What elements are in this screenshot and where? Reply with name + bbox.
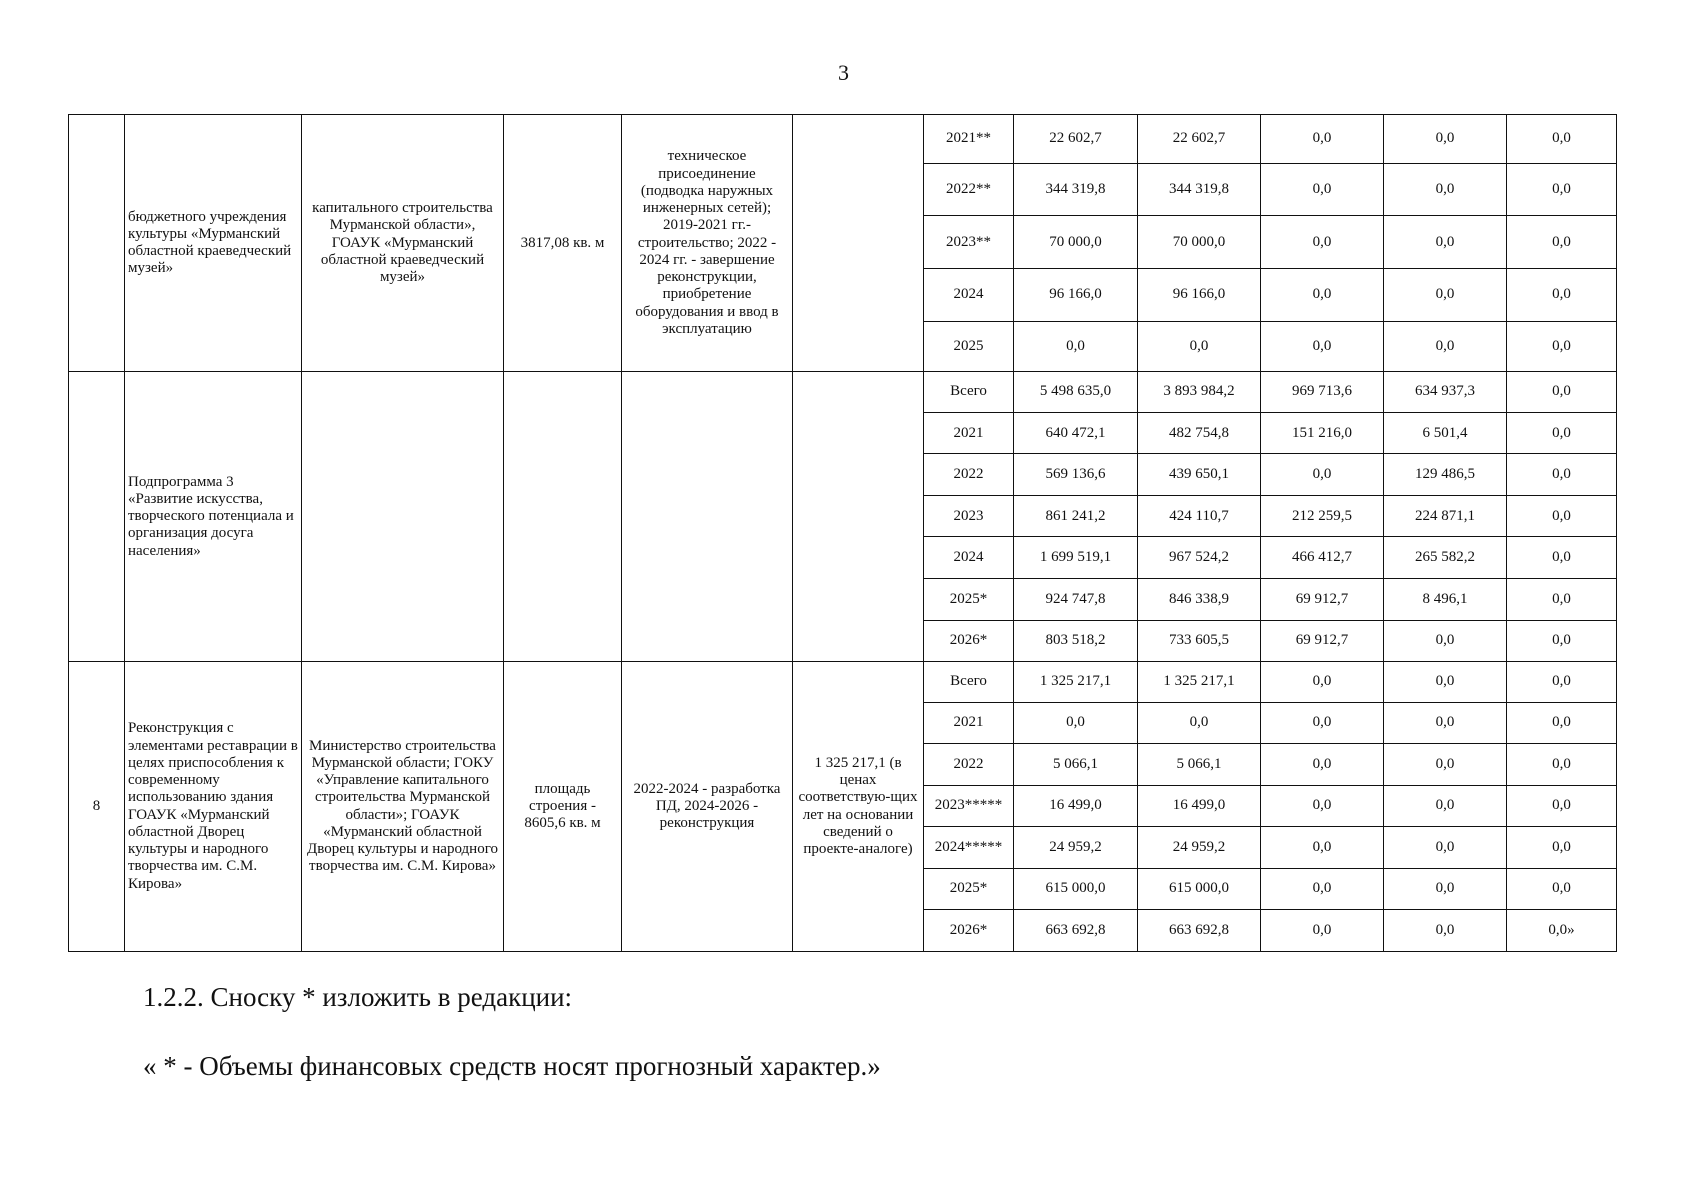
footnote-text: « * - Объемы финансовых средств носят прогнозный характер.» <box>143 1051 881 1081</box>
total-cell: 0,0 <box>1014 702 1138 744</box>
year-cell: 2022 <box>924 454 1014 496</box>
year-cell: 2025 <box>924 321 1014 372</box>
local-budget-cell: 0,0 <box>1384 163 1507 216</box>
other-sources-cell: 0,0 <box>1507 579 1617 621</box>
federal-budget-cell: 0,0 <box>1261 662 1384 703</box>
regional-budget-cell: 16 499,0 <box>1138 785 1261 827</box>
local-budget-cell: 0,0 <box>1384 827 1507 869</box>
other-sources-cell: 0,0 <box>1507 372 1617 413</box>
year-cell: 2022 <box>924 744 1014 786</box>
other-sources-cell: 0,0 <box>1507 662 1617 703</box>
executor-cell <box>302 372 504 662</box>
year-cell: 2025* <box>924 579 1014 621</box>
cost-cell <box>793 115 924 372</box>
object-name-cell: бюджетного учреждения культуры «Мурманский областной краеведческий музей» <box>125 115 302 372</box>
year-cell: 2024 <box>924 537 1014 579</box>
other-sources-cell: 0,0 <box>1507 412 1617 454</box>
local-budget-cell: 6 501,4 <box>1384 412 1507 454</box>
total-cell: 24 959,2 <box>1014 827 1138 869</box>
federal-budget-cell: 0,0 <box>1261 827 1384 869</box>
other-sources-cell: 0,0 <box>1507 537 1617 579</box>
total-cell: 1 325 217,1 <box>1014 662 1138 703</box>
regional-budget-cell: 482 754,8 <box>1138 412 1261 454</box>
total-cell: 861 241,2 <box>1014 495 1138 537</box>
local-budget-cell: 8 496,1 <box>1384 579 1507 621</box>
cost-cell <box>793 372 924 662</box>
federal-budget-cell: 0,0 <box>1261 216 1384 269</box>
local-budget-cell: 129 486,5 <box>1384 454 1507 496</box>
local-budget-cell: 0,0 <box>1384 785 1507 827</box>
amendment-paragraph: 1.2.2. Сноску * изложить в редакции: <box>143 982 573 1012</box>
year-cell: 2026* <box>924 620 1014 662</box>
other-sources-cell: 0,0 <box>1507 321 1617 372</box>
total-cell: 5 498 635,0 <box>1014 372 1138 413</box>
regional-budget-cell: 0,0 <box>1138 321 1261 372</box>
regional-budget-cell: 1 325 217,1 <box>1138 662 1261 703</box>
local-budget-cell: 0,0 <box>1384 744 1507 786</box>
federal-budget-cell: 0,0 <box>1261 163 1384 216</box>
regional-budget-cell: 344 319,8 <box>1138 163 1261 216</box>
total-cell: 663 692,8 <box>1014 910 1138 952</box>
federal-budget-cell: 0,0 <box>1261 702 1384 744</box>
local-budget-cell: 0,0 <box>1384 620 1507 662</box>
year-cell: 2023** <box>924 216 1014 269</box>
local-budget-cell: 0,0 <box>1384 321 1507 372</box>
year-cell: 2024 <box>924 269 1014 322</box>
regional-budget-cell: 22 602,7 <box>1138 115 1261 164</box>
table-row <box>69 372 1617 413</box>
other-sources-cell: 0,0» <box>1507 910 1617 952</box>
terms-cell <box>622 372 793 662</box>
total-cell: 5 066,1 <box>1014 744 1138 786</box>
regional-budget-cell: 846 338,9 <box>1138 579 1261 621</box>
row-number-cell: 8 <box>69 662 125 952</box>
other-sources-cell: 0,0 <box>1507 269 1617 322</box>
local-budget-cell: 0,0 <box>1384 910 1507 952</box>
year-cell: 2021 <box>924 702 1014 744</box>
other-sources-cell: 0,0 <box>1507 216 1617 269</box>
federal-budget-cell: 0,0 <box>1261 115 1384 164</box>
total-cell: 344 319,8 <box>1014 163 1138 216</box>
regional-budget-cell: 663 692,8 <box>1138 910 1261 952</box>
year-cell: 2021 <box>924 412 1014 454</box>
other-sources-cell: 0,0 <box>1507 827 1617 869</box>
page-number: 3 <box>838 60 849 85</box>
regional-budget-cell: 733 605,5 <box>1138 620 1261 662</box>
year-cell: 2024***** <box>924 827 1014 869</box>
other-sources-cell: 0,0 <box>1507 785 1617 827</box>
federal-budget-cell: 466 412,7 <box>1261 537 1384 579</box>
total-cell: 96 166,0 <box>1014 269 1138 322</box>
object-name-cell: Реконструкция с элементами реставрации в целях приспособления к современному использованию здания ГОАУК «Мурманский областной Дворец культуры и народного творчества им. С.М. Кирова» <box>125 662 302 952</box>
financing-table <box>68 114 1617 952</box>
federal-budget-cell: 969 713,6 <box>1261 372 1384 413</box>
year-cell: 2023 <box>924 495 1014 537</box>
other-sources-cell: 0,0 <box>1507 744 1617 786</box>
total-cell: 0,0 <box>1014 321 1138 372</box>
total-cell: 640 472,1 <box>1014 412 1138 454</box>
federal-budget-cell: 0,0 <box>1261 785 1384 827</box>
object-name-cell: Подпрограмма 3 «Развитие искусства, творческого потенциала и организация досуга населения» <box>125 372 302 662</box>
local-budget-cell: 634 937,3 <box>1384 372 1507 413</box>
federal-budget-cell: 0,0 <box>1261 910 1384 952</box>
total-cell: 569 136,6 <box>1014 454 1138 496</box>
federal-budget-cell: 212 259,5 <box>1261 495 1384 537</box>
local-budget-cell: 224 871,1 <box>1384 495 1507 537</box>
table-row <box>69 662 1617 703</box>
other-sources-cell: 0,0 <box>1507 495 1617 537</box>
regional-budget-cell: 3 893 984,2 <box>1138 372 1261 413</box>
federal-budget-cell: 0,0 <box>1261 269 1384 322</box>
year-cell: Всего <box>924 372 1014 413</box>
local-budget-cell: 0,0 <box>1384 216 1507 269</box>
executor-cell: капитального строительства Мурманской области», ГОАУК «Мурманский областной краеведческий музей» <box>302 115 504 372</box>
regional-budget-cell: 70 000,0 <box>1138 216 1261 269</box>
capacity-cell <box>504 372 622 662</box>
regional-budget-cell: 967 524,2 <box>1138 537 1261 579</box>
row-number-cell <box>69 115 125 372</box>
federal-budget-cell: 69 912,7 <box>1261 620 1384 662</box>
local-budget-cell: 0,0 <box>1384 662 1507 703</box>
table-row <box>69 115 1617 164</box>
year-cell: 2025* <box>924 868 1014 910</box>
federal-budget-cell: 0,0 <box>1261 454 1384 496</box>
year-cell: 2022** <box>924 163 1014 216</box>
local-budget-cell: 0,0 <box>1384 868 1507 910</box>
total-cell: 924 747,8 <box>1014 579 1138 621</box>
federal-budget-cell: 0,0 <box>1261 321 1384 372</box>
cost-cell: 1 325 217,1 (в ценах соответствую-щих лет на основании сведений о проекте-аналоге) <box>793 662 924 952</box>
other-sources-cell: 0,0 <box>1507 454 1617 496</box>
capacity-cell: площадь строения - 8605,6 кв. м <box>504 662 622 952</box>
regional-budget-cell: 439 650,1 <box>1138 454 1261 496</box>
other-sources-cell: 0,0 <box>1507 702 1617 744</box>
total-cell: 16 499,0 <box>1014 785 1138 827</box>
regional-budget-cell: 615 000,0 <box>1138 868 1261 910</box>
year-cell: 2023***** <box>924 785 1014 827</box>
year-cell: Всего <box>924 662 1014 703</box>
table-body <box>69 115 1617 952</box>
terms-cell: 2022-2024 - разработка ПД, 2024-2026 - реконструкция <box>622 662 793 952</box>
regional-budget-cell: 24 959,2 <box>1138 827 1261 869</box>
total-cell: 22 602,7 <box>1014 115 1138 164</box>
regional-budget-cell: 424 110,7 <box>1138 495 1261 537</box>
local-budget-cell: 265 582,2 <box>1384 537 1507 579</box>
regional-budget-cell: 96 166,0 <box>1138 269 1261 322</box>
executor-cell: Министерство строительства Мурманской области; ГОКУ «Управление капитального строительства Мурманской области»; ГОАУК «Мурманский областной Дворец культуры и народного творчества им. С.М. Кирова» <box>302 662 504 952</box>
local-budget-cell: 0,0 <box>1384 115 1507 164</box>
federal-budget-cell: 0,0 <box>1261 868 1384 910</box>
federal-budget-cell: 0,0 <box>1261 744 1384 786</box>
other-sources-cell: 0,0 <box>1507 868 1617 910</box>
local-budget-cell: 0,0 <box>1384 702 1507 744</box>
year-cell: 2021** <box>924 115 1014 164</box>
total-cell: 615 000,0 <box>1014 868 1138 910</box>
terms-cell: техническое присоединение (подводка наружных инженерных сетей); 2019-2021 гг.- строительство; 2022 - 2024 гг. - завершение реконструкции, приобретение оборудования и ввод в эксплуатацию <box>622 115 793 372</box>
other-sources-cell: 0,0 <box>1507 620 1617 662</box>
federal-budget-cell: 151 216,0 <box>1261 412 1384 454</box>
total-cell: 803 518,2 <box>1014 620 1138 662</box>
year-cell: 2026* <box>924 910 1014 952</box>
regional-budget-cell: 0,0 <box>1138 702 1261 744</box>
other-sources-cell: 0,0 <box>1507 163 1617 216</box>
total-cell: 70 000,0 <box>1014 216 1138 269</box>
row-number-cell <box>69 372 125 662</box>
total-cell: 1 699 519,1 <box>1014 537 1138 579</box>
federal-budget-cell: 69 912,7 <box>1261 579 1384 621</box>
capacity-cell: 3817,08 кв. м <box>504 115 622 372</box>
local-budget-cell: 0,0 <box>1384 269 1507 322</box>
regional-budget-cell: 5 066,1 <box>1138 744 1261 786</box>
other-sources-cell: 0,0 <box>1507 115 1617 164</box>
